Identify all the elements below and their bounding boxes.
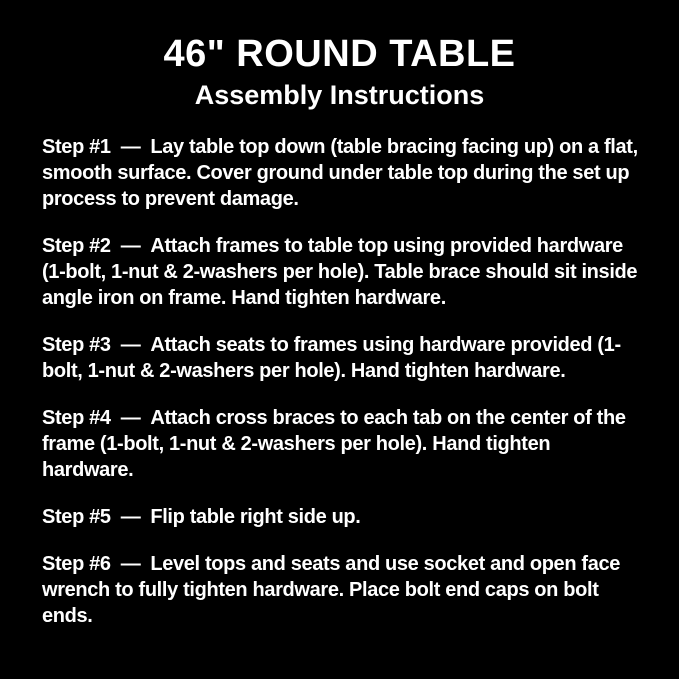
step-label: Step #6 — [42, 553, 111, 575]
steps-list — [42, 134, 643, 629]
step-item-3 — [42, 332, 643, 384]
step-dash: — — [120, 136, 141, 158]
step-text: Attach frames to table top using provided hardware (1-bolt, 1-nut & 2-washers per hole). Table brace should sit inside angle iron on frame. Hand tighten hardware. — [42, 235, 638, 309]
step-dash: — — [120, 506, 141, 528]
step-label: Step #5 — [42, 506, 111, 528]
step-label: Step #4 — [42, 407, 111, 429]
step-dash: — — [120, 407, 141, 429]
step-text: Attach cross braces to each tab on the center of the frame (1-bolt, 1-nut & 2-washers per hole). Hand tighten hardware. — [42, 407, 626, 481]
step-item-2 — [42, 233, 643, 311]
step-dash: — — [120, 235, 141, 257]
step-text: Flip table right side up. — [150, 506, 361, 528]
step-item-6 — [42, 551, 643, 629]
poster-subtitle: Assembly Instructions — [194, 80, 485, 110]
step-label: Step #1 — [42, 136, 111, 158]
step-text: Level tops and seats and use socket and open face wrench to fully tighten hardware. Place bolt end caps on bolt ends. — [42, 553, 621, 627]
step-label: Step #3 — [42, 334, 111, 356]
poster-header — [0, 0, 679, 110]
step-item-4 — [42, 405, 643, 483]
step-dash: — — [120, 553, 141, 575]
step-text: Lay table top down (table bracing facing up) on a flat, smooth surface. Cover ground under table top during the set up process to prevent damage. — [42, 136, 638, 210]
step-dash: — — [120, 334, 141, 356]
step-item-1 — [42, 134, 643, 212]
poster-title: 46" ROUND TABLE — [163, 33, 516, 75]
step-label: Step #2 — [42, 235, 111, 257]
step-item-5 — [42, 504, 643, 530]
step-text: Attach seats to frames using hardware provided (1-bolt, 1-nut & 2-washers per hole). Hand tighten hardware. — [42, 334, 621, 382]
